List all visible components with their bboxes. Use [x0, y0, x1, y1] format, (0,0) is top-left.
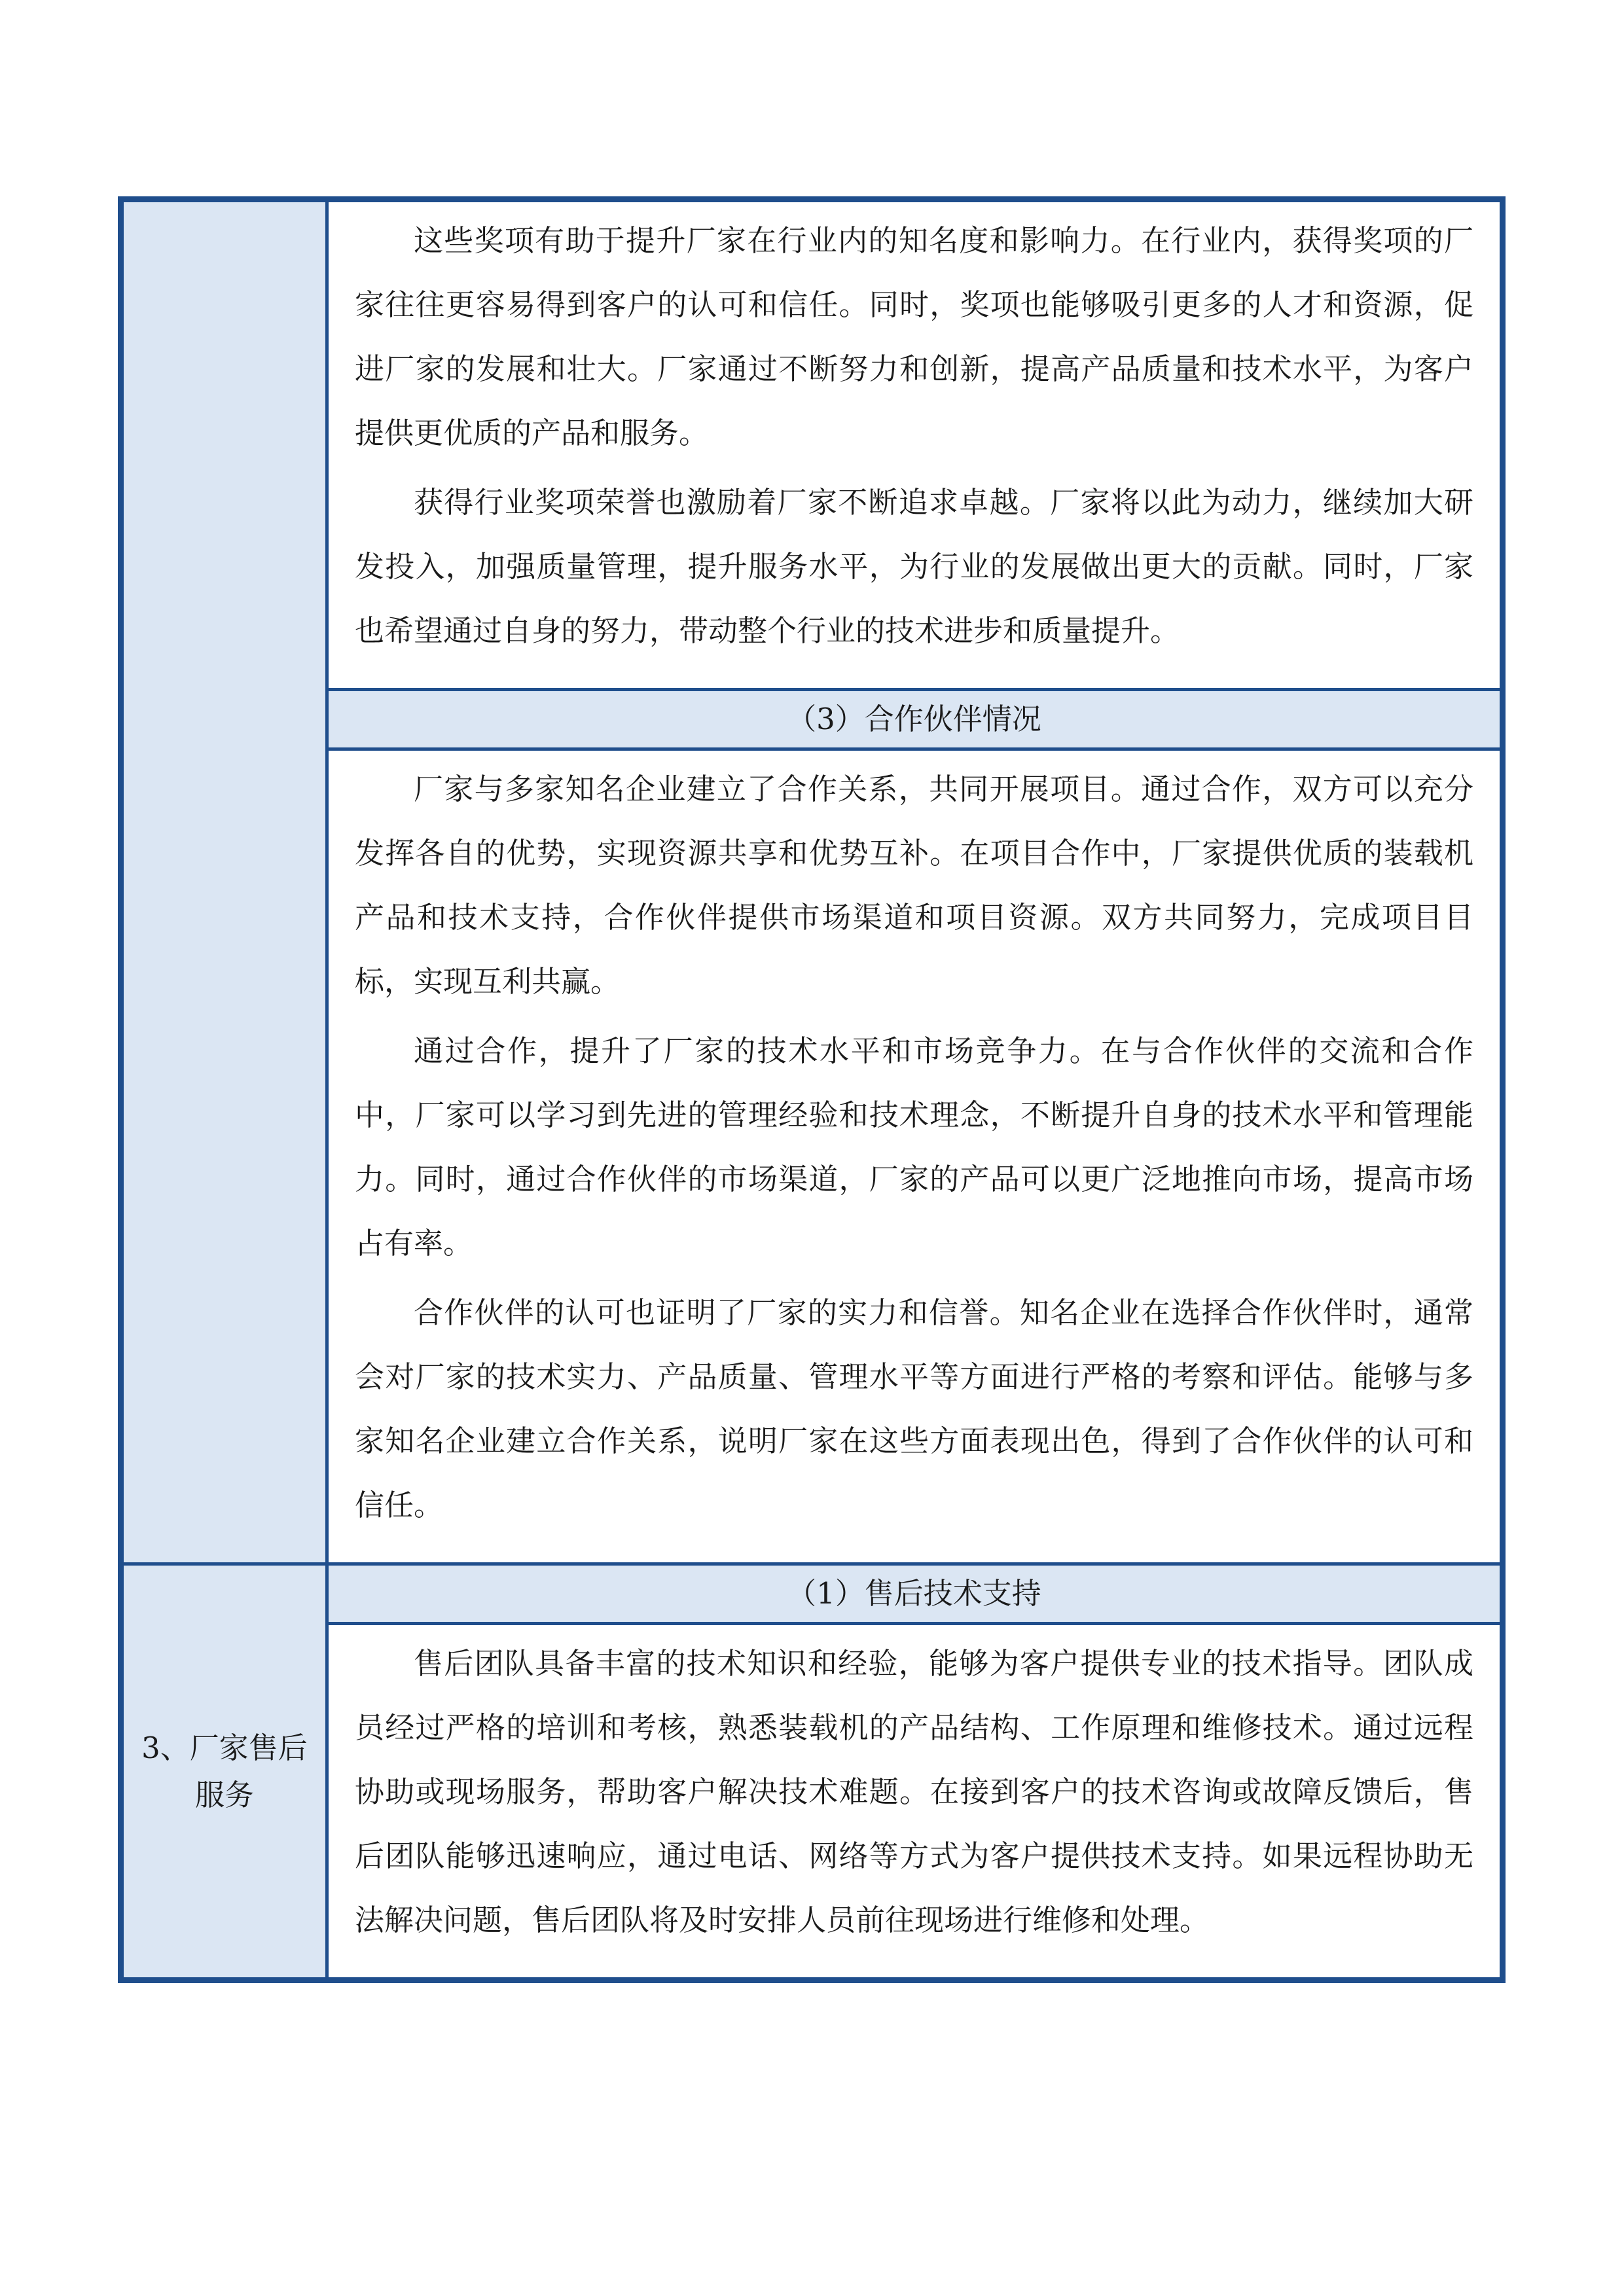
table-row: [121, 200, 1503, 690]
table-row: [121, 1564, 1503, 1624]
partners-content-cell: [327, 749, 1503, 1564]
support-section-header: （1）售后技术支持: [327, 1564, 1503, 1624]
table-row: [121, 690, 1503, 749]
awards-content-cell: [327, 200, 1503, 690]
paragraph: 获得行业奖项荣誉也激励着厂家不断追求卓越。厂家将以此为动力，继续加大研发投入，加强质量管理，提升服务水平，为行业的发展做出更大的贡献。同时，厂家也希望通过自身的努力，带动整个行业的技术进步和质量提升。: [355, 485, 1473, 648]
section-3-label-cell: 3、厂家售后服务: [121, 1564, 327, 1981]
paragraph: 这些奖项有助于提升厂家在行业内的知名度和影响力。在行业内，获得奖项的厂家往往更容易得到客户的认可和信任。同时，奖项也能够吸引更多的人才和资源，促进厂家的发展和壮大。厂家通过不断努力和创新，提高产品质量和技术水平，为客户提供更优质的产品和服务。: [355, 223, 1473, 450]
paragraph: 售后团队具备丰富的技术知识和经验，能够为客户提供专业的技术指导。团队成员经过严格的培训和考核，熟悉装载机的产品结构、工作原理和维修技术。通过远程协助或现场服务，帮助客户解决技术难题。在接到客户的技术咨询或故障反馈后，售后团队能够迅速响应，通过电话、网络等方式为客户提供技术支持。如果远程协助无法解决问题，售后团队将及时安排人员前往现场进行维修和处理。: [355, 1646, 1473, 1937]
paragraph: 通过合作，提升了厂家的技术水平和市场竞争力。在与合作伙伴的交流和合作中，厂家可以学习到先进的管理经验和技术理念，不断提升自身的技术水平和管理能力。同时，通过合作伙伴的市场渠道，厂家的产品可以更广泛地推向市场，提高市场占有率。: [355, 1033, 1473, 1261]
partners-section-header: （3）合作伙伴情况: [327, 690, 1503, 749]
paragraph: 合作伙伴的认可也证明了厂家的实力和信誉。知名企业在选择合作伙伴时，通常会对厂家的技术实力、产品质量、管理水平等方面进行严格的考察和评估。能够与多家知名企业建立合作关系，说明厂家在这些方面表现出色，得到了合作伙伴的认可和信任。: [355, 1295, 1473, 1522]
paragraph: 厂家与多家知名企业建立了合作关系，共同开展项目。通过合作，双方可以充分发挥各自的优势，实现资源共享和优势互补。在项目合作中，厂家提供优质的装载机产品和技术支持，合作伙伴提供市场渠道和项目资源。双方共同努力，完成项目目标，实现互利共赢。: [355, 772, 1473, 999]
table-row: [121, 749, 1503, 1564]
table-row: [121, 1624, 1503, 1981]
section-2-label-cell: [121, 200, 327, 1564]
support-content-cell: [327, 1624, 1503, 1981]
document-table: [118, 196, 1506, 1983]
